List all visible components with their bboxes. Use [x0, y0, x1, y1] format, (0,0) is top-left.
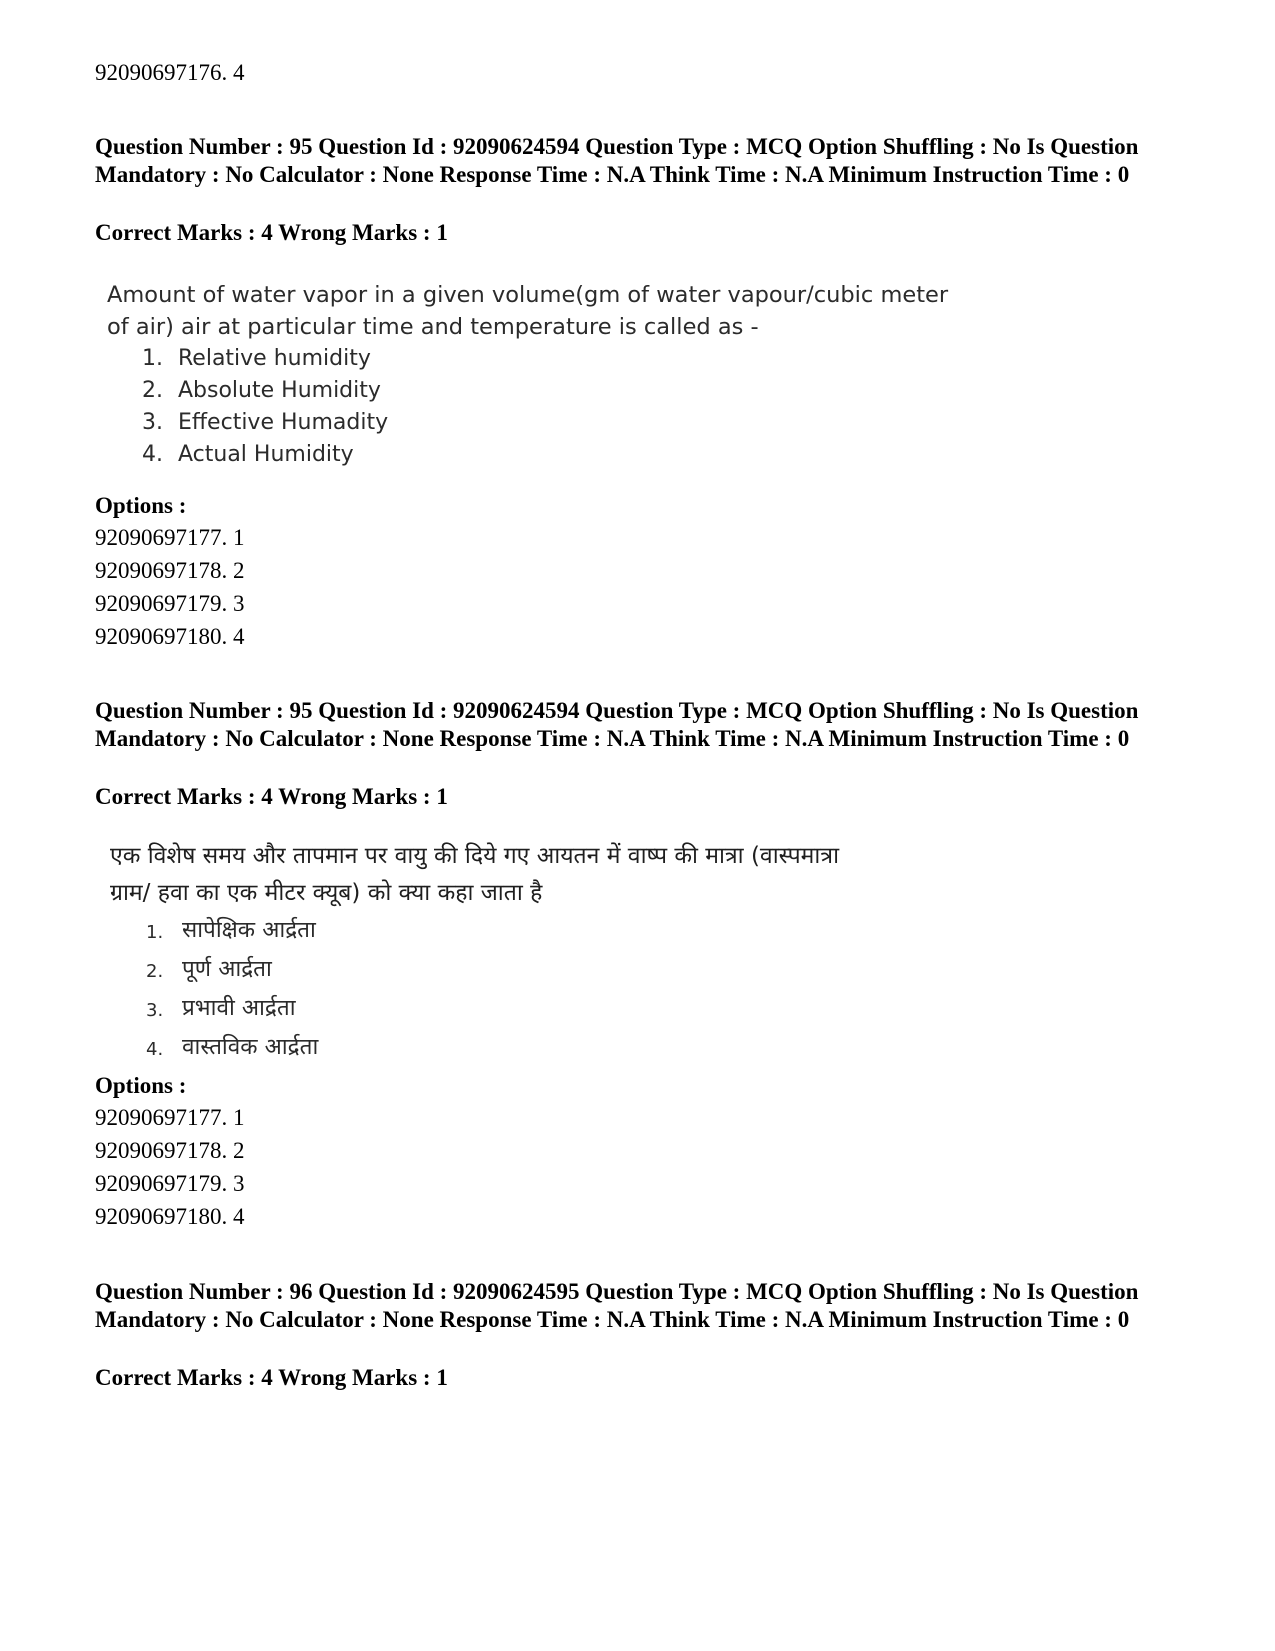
options-heading: Options : [95, 1073, 187, 1098]
question-marks: Correct Marks : 4 Wrong Marks : 1 [95, 1365, 448, 1390]
question-marks: Correct Marks : 4 Wrong Marks : 1 [95, 784, 448, 809]
choice-item: 2. Absolute Humidity [142, 378, 381, 403]
option-id: 92090697180. 4 [95, 624, 245, 649]
choice-item: 1. Relative humidity [142, 346, 371, 371]
choice-list [146, 912, 970, 1068]
choice-item: 3. Effective Humadity [142, 410, 389, 435]
question-image-hindi [110, 838, 970, 1068]
option-id: 92090697180. 4 [95, 1204, 245, 1229]
question-stem-line: of air) air at particular time and temperature is called as - [107, 314, 759, 340]
choice-item: 2. पूर्ण आर्द्रता [146, 956, 272, 982]
choice-item: 4. वास्तविक आर्द्रता [146, 1034, 319, 1060]
option-id: 92090697178. 2 [95, 558, 245, 583]
choice-item: 4. Actual Humidity [142, 442, 354, 467]
options-heading: Options : [95, 493, 187, 518]
question-stem-line: Amount of water vapor in a given volume(gm of water vapour/cubic meter [107, 282, 949, 308]
previous-option-line: 92090697176. 4 [95, 60, 245, 85]
question-meta: Question Number : 96 Question Id : 92090624595 Question Type : MCQ Option Shuffling : No Is Question Mandatory : No Calculator : None Response Time : N.A Think Time : N.A Minimum Instruction Time : 0 [95, 1279, 1139, 1332]
question-marks: Correct Marks : 4 Wrong Marks : 1 [95, 220, 448, 245]
question-image-english [107, 279, 987, 471]
option-id: 92090697179. 3 [95, 1171, 245, 1196]
option-id: 92090697179. 3 [95, 591, 245, 616]
choice-item: 3. प्रभावी आर्द्रता [146, 995, 296, 1021]
option-id: 92090697178. 2 [95, 1138, 245, 1163]
option-id: 92090697177. 1 [95, 525, 245, 550]
options-list [95, 1101, 245, 1233]
question-stem-line: ग्राम/ हवा का एक मीटर क्यूब) को क्या कहा जाता है [110, 880, 543, 906]
question-meta: Question Number : 95 Question Id : 92090624594 Question Type : MCQ Option Shuffling : No Is Question Mandatory : No Calculator : None Response Time : N.A Think Time : N.A Minimum Instruction Time : 0 [95, 698, 1139, 751]
choice-list [142, 343, 987, 471]
question-meta: Question Number : 95 Question Id : 92090624594 Question Type : MCQ Option Shuffling : No Is Question Mandatory : No Calculator : None Response Time : N.A Think Time : N.A Minimum Instruction Time : 0 [95, 134, 1139, 187]
choice-item: 1. सापेक्षिक आर्द्रता [146, 917, 316, 943]
options-list [95, 521, 245, 653]
option-id: 92090697177. 1 [95, 1105, 245, 1130]
question-stem-line: एक विशेष समय और तापमान पर वायु की दिये गए आयतन में वाष्प की मात्रा (वास्पमात्रा [110, 843, 840, 869]
